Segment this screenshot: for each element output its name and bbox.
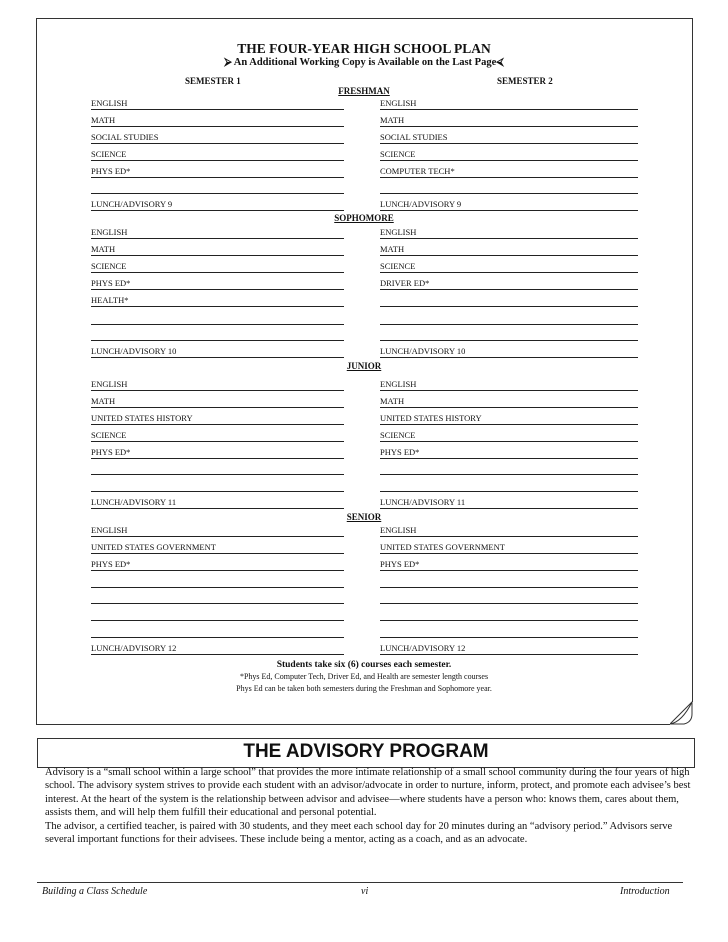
course-line-sem2[interactable]: ENGLISH [380, 98, 638, 110]
course-line-sem1[interactable] [91, 480, 344, 492]
course-line-sem2[interactable] [380, 313, 638, 325]
course-line-sem1[interactable]: PHYS ED* [91, 447, 344, 459]
course-line-sem2[interactable]: LUNCH/ADVISORY 11 [380, 497, 638, 509]
course-line-sem2[interactable]: SCIENCE [380, 430, 638, 442]
course-line-sem1[interactable]: UNITED STATES HISTORY [91, 413, 344, 425]
course-line-sem2[interactable]: DRIVER ED* [380, 278, 638, 290]
semester-2-heading: SEMESTER 2 [497, 76, 553, 86]
course-line-sem2[interactable]: PHYS ED* [380, 559, 638, 571]
course-line-sem1[interactable]: MATH [91, 396, 344, 408]
course-line-sem1[interactable]: SCIENCE [91, 149, 344, 161]
course-line-sem2[interactable] [380, 295, 638, 307]
course-line-sem1[interactable]: LUNCH/ADVISORY 12 [91, 643, 344, 655]
course-line-sem2[interactable] [380, 329, 638, 341]
course-line-sem2[interactable]: SCIENCE [380, 261, 638, 273]
course-line-sem2[interactable]: LUNCH/ADVISORY 10 [380, 346, 638, 358]
footer-page-number: vi [361, 886, 369, 897]
course-line-sem2[interactable]: UNITED STATES GOVERNMENT [380, 542, 638, 554]
course-line-sem2[interactable]: ENGLISH [380, 227, 638, 239]
advisory-body [45, 766, 695, 846]
course-line-sem1[interactable] [91, 313, 344, 325]
year-heading-senior: SENIOR [346, 512, 382, 522]
course-line-sem1[interactable] [91, 576, 344, 588]
footer-rule [37, 882, 683, 883]
course-line-sem2[interactable]: LUNCH/ADVISORY 9 [380, 199, 638, 211]
advisory-heading: THE ADVISORY PROGRAM [37, 738, 695, 768]
course-line-sem1[interactable]: SOCIAL STUDIES [91, 132, 344, 144]
course-line-sem1[interactable]: PHYS ED* [91, 559, 344, 571]
phys-ed-note: Phys Ed can be taken both semesters during the Freshman and Sophomore year. [236, 684, 492, 693]
course-line-sem2[interactable]: MATH [380, 115, 638, 127]
course-line-sem2[interactable]: ENGLISH [380, 379, 638, 391]
course-line-sem2[interactable] [380, 592, 638, 604]
course-line-sem1[interactable]: ENGLISH [91, 525, 344, 537]
course-line-sem1[interactable] [91, 609, 344, 621]
course-line-sem2[interactable] [380, 463, 638, 475]
course-line-sem2[interactable] [380, 626, 638, 638]
course-line-sem1[interactable]: LUNCH/ADVISORY 11 [91, 497, 344, 509]
course-line-sem1[interactable]: ENGLISH [91, 227, 344, 239]
course-line-sem1[interactable] [91, 626, 344, 638]
course-line-sem2[interactable] [380, 182, 638, 194]
course-line-sem1[interactable]: ENGLISH [91, 98, 344, 110]
footer-left: Building a Class Schedule [42, 886, 148, 897]
course-line-sem1[interactable]: SCIENCE [91, 430, 344, 442]
year-heading-junior: JUNIOR [346, 361, 382, 371]
semester-1-heading: SEMESTER 1 [185, 76, 241, 86]
plan-frame-bottom-edge [36, 724, 670, 725]
plan-subtitle: ⮚ An Additional Working Copy is Available on the Last Page⮘ [224, 57, 504, 68]
course-line-sem1[interactable]: LUNCH/ADVISORY 9 [91, 199, 344, 211]
footer-right: Introduction [620, 886, 670, 897]
course-line-sem1[interactable]: MATH [91, 244, 344, 256]
course-line-sem2[interactable]: UNITED STATES HISTORY [380, 413, 638, 425]
course-line-sem1[interactable]: SCIENCE [91, 261, 344, 273]
course-line-sem2[interactable]: MATH [380, 244, 638, 256]
year-heading-sophomore: SOPHOMORE [334, 213, 394, 223]
page-curl-icon [670, 700, 696, 726]
year-heading-freshman: FRESHMAN [338, 86, 390, 96]
course-line-sem2[interactable] [380, 480, 638, 492]
course-line-sem1[interactable]: HEALTH* [91, 295, 344, 307]
course-line-sem1[interactable]: PHYS ED* [91, 278, 344, 290]
plan-title: THE FOUR-YEAR HIGH SCHOOL PLAN [237, 41, 491, 56]
course-line-sem1[interactable] [91, 329, 344, 341]
course-line-sem1[interactable]: UNITED STATES GOVERNMENT [91, 542, 344, 554]
course-line-sem2[interactable]: COMPUTER TECH* [380, 166, 638, 178]
course-line-sem1[interactable]: ENGLISH [91, 379, 344, 391]
course-line-sem2[interactable]: PHYS ED* [380, 447, 638, 459]
course-line-sem1[interactable] [91, 463, 344, 475]
course-line-sem2[interactable]: SCIENCE [380, 149, 638, 161]
course-line-sem1[interactable] [91, 592, 344, 604]
courses-note: Students take six (6) courses each semester. [276, 660, 452, 670]
course-line-sem1[interactable]: PHYS ED* [91, 166, 344, 178]
plan-frame-right-edge [692, 18, 693, 702]
course-line-sem1[interactable] [91, 182, 344, 194]
course-line-sem1[interactable]: MATH [91, 115, 344, 127]
course-line-sem2[interactable]: MATH [380, 396, 638, 408]
course-line-sem2[interactable] [380, 576, 638, 588]
course-line-sem2[interactable] [380, 609, 638, 621]
course-line-sem2[interactable]: ENGLISH [380, 525, 638, 537]
course-line-sem1[interactable]: LUNCH/ADVISORY 10 [91, 346, 344, 358]
advisory-paragraph-1: Advisory is a “small school within a large school” that provides the more intimate relationship of a small school community during the four years of high school. The advisory system strives to provide each student with an advisor/advocate in order to nurture, inform, protect, and promote each advisee’s best interest. At the heart of the system is the relationship between advisor and advisee—where students have a person who: knows them, cares about them, assists them, and will help them fulfill their educational and personal potential. [45, 767, 691, 819]
course-line-sem2[interactable]: SOCIAL STUDIES [380, 132, 638, 144]
advisory-paragraph-2: The advisor, a certified teacher, is paired with 30 students, and they meet each school day for 20 minutes during an “advisory period.” Advisors serve several important functions for their advisees. These include being a mentor, acting as a coach, and as an advocate. [45, 820, 673, 846]
course-line-sem2[interactable]: LUNCH/ADVISORY 12 [380, 643, 638, 655]
semester-length-note: *Phys Ed, Computer Tech, Driver Ed, and Health are semester length courses [239, 672, 489, 681]
